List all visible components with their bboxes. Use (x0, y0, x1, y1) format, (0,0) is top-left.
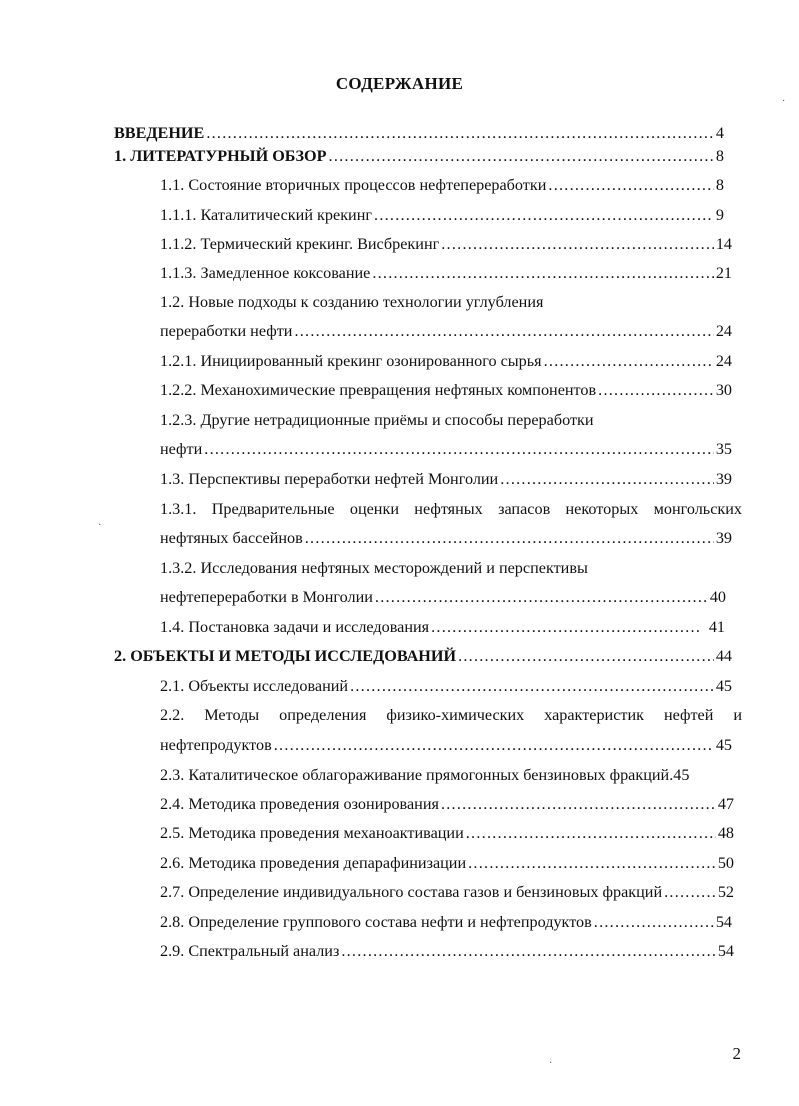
toc-entry-page: 35 (715, 440, 732, 458)
toc-entry-label: 2.5. Методика проведения механоактивации (160, 824, 464, 842)
toc-entry-label: ВВЕДЕНИЕ (114, 124, 205, 142)
scan-speck: · (549, 1058, 553, 1069)
toc-entry-label: 1.1.3. Замедленное коксование (160, 264, 371, 282)
toc-entry-label: переработки нефти (160, 322, 293, 340)
toc-entry-page: 48 (717, 824, 734, 842)
toc-entry-2-6[interactable] (160, 852, 734, 874)
toc-entry-page: 45 (673, 766, 690, 784)
toc-entry-label: 2.6. Методика проведения депарафинизации (160, 854, 467, 872)
toc-leader-dots (544, 350, 714, 372)
toc-entry-1-3-2[interactable] (160, 586, 726, 608)
toc-entry-1-4[interactable] (160, 616, 725, 638)
toc-entry-label: нефтепереработки в Монголии (160, 588, 373, 606)
toc-entry-label: нефтепродуктов (160, 736, 272, 754)
toc-entry-label: 1.2.1. Инициированный крекинг озонированного сырья (160, 352, 542, 370)
toc-entry-1-1-3[interactable] (160, 262, 732, 284)
toc-leader-dots (594, 911, 714, 933)
toc-leader-dots (500, 468, 714, 490)
toc-leader-dots (431, 616, 699, 638)
toc-leader-dots (372, 262, 713, 284)
toc-entry-page: 44 (715, 647, 732, 665)
toc-entry-page: 30 (715, 381, 732, 399)
toc-entry-label: 2.3. Каталитическое облагораживание прямогонных бензиновых фракций. (160, 766, 674, 784)
toc-entry-2-7[interactable] (160, 881, 734, 903)
toc-entry-label: 1.2.2. Механохимические превращения нефтяных компонентов (160, 381, 597, 399)
toc-entry-label: 2.8. Определение группового состава нефти и нефтепродуктов (160, 913, 592, 931)
scan-speck: · (98, 520, 102, 531)
toc-entry-1-3-1-line1: 1.3.1. Предварительные оценки нефтяных запасов некоторых монгольских (160, 500, 742, 518)
toc-entry-1-3[interactable] (160, 468, 732, 490)
toc-entry-1-2-3-line1: 1.2.3. Другие нетрадиционные приёмы и способы переработки (160, 411, 594, 429)
toc-entry-page: 40 (709, 588, 726, 606)
toc-entry-2-2-line1: 2.2. Методы определения физико-химических характеристик нефтей и (160, 706, 742, 724)
toc-entry-page: 21 (715, 264, 732, 282)
toc-entry-1-2-line1: 1.2. Новые подходы к созданию технологии углубления (160, 293, 544, 311)
toc-leader-dots (341, 940, 715, 962)
toc-leader-dots (468, 852, 716, 874)
toc-leader-dots (664, 881, 716, 903)
toc-entry-page: 52 (717, 883, 734, 901)
toc-entry-page: 14 (715, 235, 732, 253)
page-number: 2 (732, 1044, 741, 1063)
toc-entry-chapter-2[interactable] (114, 645, 732, 667)
toc-entry-page: 4 (715, 124, 724, 142)
toc-entry-label: 2.9. Спектральный анализ (160, 942, 340, 960)
toc-entry-2-1[interactable] (160, 675, 732, 697)
toc-entry-label: 2.4. Методика проведения озонирования (160, 795, 439, 813)
toc-leader-dots (329, 145, 714, 167)
toc-entry-1-2-1[interactable] (160, 350, 732, 372)
toc-entry-2-5[interactable] (160, 822, 734, 844)
toc-entry-introduction[interactable] (114, 122, 724, 144)
toc-entry-1-2-2[interactable] (160, 379, 732, 401)
toc-leader-dots (441, 793, 716, 815)
toc-entry-page: 24 (715, 322, 732, 340)
toc-entry-2-9[interactable] (160, 940, 734, 962)
toc-entry-label: 1.1.1. Каталитический крекинг (160, 206, 373, 224)
toc-entry-page: 45 (715, 677, 732, 695)
toc-entry-label: 1. ЛИТЕРАТУРНЫЙ ОБЗОР (114, 147, 327, 165)
toc-leader-dots (441, 233, 714, 255)
toc-entry-2-2[interactable] (160, 734, 732, 756)
toc-leader-dots (548, 174, 714, 196)
toc-entry-page: 39 (715, 529, 732, 547)
toc-entry-1-1-1[interactable] (160, 204, 724, 226)
toc-entry-page: 41 (708, 618, 725, 636)
toc-leader-dots (274, 734, 714, 756)
toc-entry-page: 9 (715, 206, 724, 224)
toc-entry-label: 2. ОБЪЕКТЫ И МЕТОДЫ ИССЛЕДОВАНИЙ (114, 647, 457, 665)
toc-entry-page: 8 (715, 176, 724, 194)
toc-entry-page: 54 (715, 913, 732, 931)
scan-speck: · (782, 96, 786, 107)
toc-entry-label: 2.1. Объекты исследований (160, 677, 349, 695)
toc-entry-label: 1.1. Состояние вторичных процессов нефтепереработки (160, 176, 547, 194)
toc-entry-page: 54 (717, 942, 734, 960)
toc-leader-dots (375, 586, 708, 608)
toc-leader-dots (305, 527, 714, 549)
toc-leader-dots (294, 320, 713, 342)
toc-leader-dots (466, 822, 716, 844)
toc-leader-dots (204, 438, 714, 460)
page-title: СОДЕРЖАНИЕ (335, 74, 464, 93)
toc-leader-dots (206, 122, 714, 144)
toc-entry-2-8[interactable] (160, 911, 732, 933)
toc-entry-page: 50 (717, 854, 734, 872)
toc-leader-dots (350, 675, 714, 697)
toc-leader-dots (374, 204, 714, 226)
toc-entry-chapter-1[interactable] (114, 145, 724, 167)
toc-entry-1-3-2-line1: 1.3.2. Исследования нефтяных месторождений и перспективы (160, 559, 588, 577)
toc-entry-1-1-2[interactable] (160, 233, 732, 255)
toc-entry-2-4[interactable] (160, 793, 734, 815)
toc-entry-1-2-3[interactable] (160, 438, 732, 460)
toc-entry-label: нефтяных бассейнов (160, 529, 303, 547)
toc-entry-1-2[interactable] (160, 320, 732, 342)
toc-entry-1-1[interactable] (160, 174, 724, 196)
toc-entry-page: 8 (715, 147, 724, 165)
toc-leader-dots (458, 645, 714, 667)
toc-entry-page: 39 (715, 470, 732, 488)
toc-entry-label: 1.1.2. Термический крекинг. Висбрекинг (160, 235, 440, 253)
toc-entry-2-3[interactable] (160, 764, 734, 786)
toc-entry-page: 47 (717, 795, 734, 813)
toc-entry-page: 24 (715, 352, 732, 370)
toc-entry-1-3-1[interactable] (160, 527, 732, 549)
toc-leader-dots (598, 379, 714, 401)
toc-entry-label: 1.4. Постановка задачи и исследования (160, 618, 430, 636)
toc-entry-page: 45 (715, 736, 732, 754)
toc-entry-label: 1.3. Перспективы переработки нефтей Монголии (160, 470, 499, 488)
toc-entry-label: 2.7. Определение индивидуального состава газов и бензиновых фракций (160, 883, 663, 901)
toc-entry-label: нефти (160, 440, 203, 458)
